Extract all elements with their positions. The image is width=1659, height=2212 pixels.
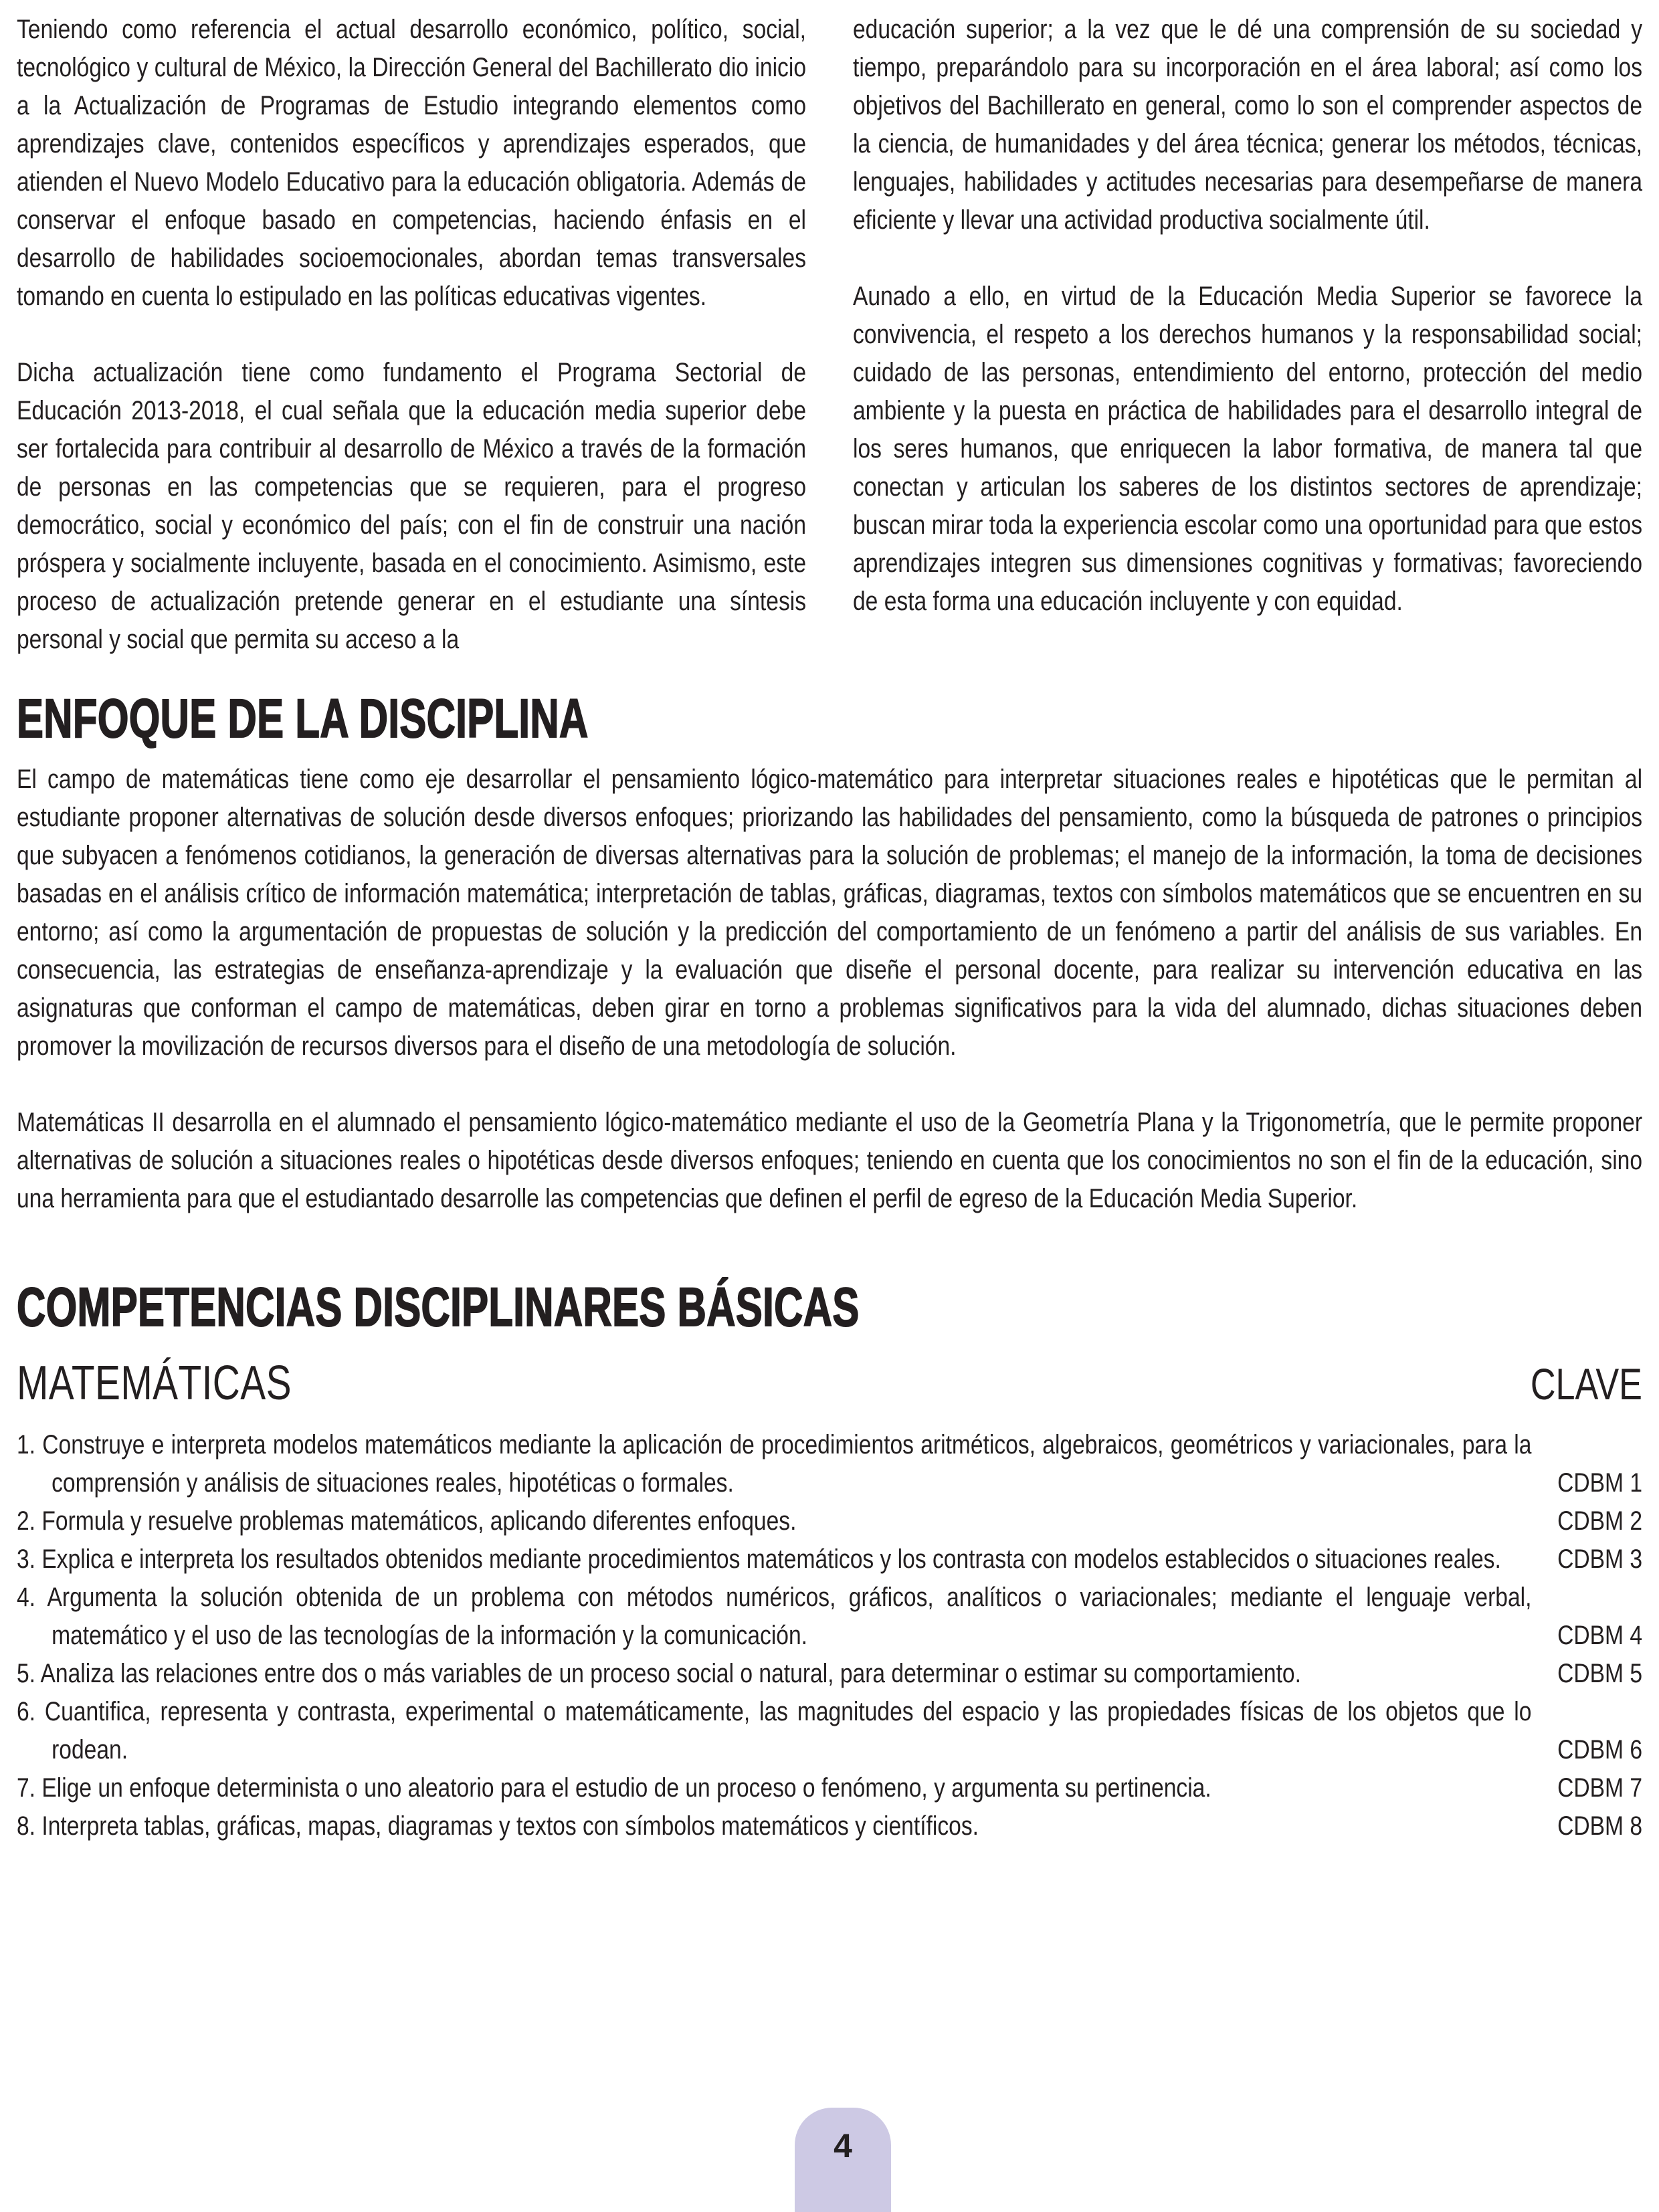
competencias-heading: COMPETENCIAS DISCIPLINARES BÁSICAS xyxy=(17,1277,860,1338)
matematicas-ii-paragraph: Matemáticas II desarrolla en el alumnado el pensamiento lógico-matemático mediante el uso de la Geometría Plana y la Trigonometría, que le permite proponer alternativas de solución a situaciones reales o hipotéticas desde diversos enfoques; teniendo en cuenta que los conocimientos no son el fin de la educación, sino una herramienta para que el estudiantado desarrolle las competencias que definen el perfil de egreso de la Educación Media Superior. xyxy=(17,1108,1643,1213)
list-item xyxy=(17,1502,1642,1540)
competencia-text: 2. Formula y resuelve problemas matemáticos, aplicando diferentes enfoques. xyxy=(17,1506,797,1536)
list-item xyxy=(17,1693,1642,1769)
list-item xyxy=(17,1540,1642,1579)
intro-paragraph-2: Dicha actualización tiene como fundamento el Programa Sectorial de Educación 2013-2018, el cual señala que la educación media superior debe ser fortalecida para contribuir al desarrollo de México a través de la formación de personas en las competencias que se requieren, para el progreso democrático, social y económico del país; con el fin de construir una nación próspera y socialmente incluyente, basada en el conocimiento. Asimismo, este proceso de actualización pretende generar en el estudiante una síntesis personal y social que permita su acceso a la xyxy=(17,358,807,654)
competencia-clave: CDBM 6 xyxy=(1557,1735,1643,1765)
list-item xyxy=(17,1426,1642,1502)
page-number-tab xyxy=(795,2108,891,2212)
competencia-clave: CDBM 4 xyxy=(1557,1621,1643,1650)
list-item xyxy=(17,1807,1642,1845)
competencia-clave: CDBM 5 xyxy=(1557,1659,1643,1688)
competencia-text: 4. Argumenta la solución obtenida de un problema con métodos numéricos, gráficos, analíticos o variacionales; mediante el lenguaje verbal, matemático y el uso de las tecnologías de la información y la comunicación. xyxy=(17,1583,1532,1650)
competencia-clave: CDBM 3 xyxy=(1557,1544,1643,1574)
enfoque-heading: ENFOQUE DE LA DISCIPLINA xyxy=(17,688,589,749)
clave-column-header: CLAVE xyxy=(1530,1359,1642,1409)
enfoque-section-body xyxy=(17,761,1642,1218)
list-item xyxy=(17,1579,1642,1655)
competencia-text: 1. Construye e interpreta modelos matemáticos mediante la aplicación de procedimientos aritméticos, algebraicos, geométricos y variacionales, para la comprensión y análisis de situaciones reales, hipotéticas o formales. xyxy=(17,1430,1532,1498)
intro-column-right-text xyxy=(853,11,1642,621)
list-item xyxy=(17,1769,1642,1807)
competencia-text: 5. Analiza las relaciones entre dos o más variables de un proceso social o natural, para determinar o estimar su comportamiento. xyxy=(17,1659,1301,1688)
list-item xyxy=(17,1655,1642,1693)
competencia-text: 8. Interpreta tablas, gráficas, mapas, diagramas y textos con símbolos matemáticos y científicos. xyxy=(17,1811,979,1841)
intro-paragraph-1: Teniendo como referencia el actual desarrollo económico, político, social, tecnológico y cultural de México, la Dirección General del Bachillerato dio inicio a la Actualización de Programas de Estudio integrando elementos como aprendizajes clave, contenidos específicos y aprendizajes esperados, que atienden el Nuevo Modelo Educativo para la educación obligatoria. Además de conservar el enfoque basado en competencias, haciendo énfasis en el desarrollo de habilidades socioemocionales, abordan temas transversales tomando en cuenta lo estipulado en las políticas educativas vigentes. xyxy=(17,15,807,311)
competencia-text: 7. Elige un enfoque determinista o uno aleatorio para el estudio de un proceso o fenómeno, y argumenta su pertinencia. xyxy=(17,1773,1211,1803)
enfoque-paragraph: El campo de matemáticas tiene como eje desarrollar el pensamiento lógico-matemático para interpretar situaciones reales e hipotéticas que le permitan al estudiante proponer alternativas de solución desde diversos enfoques; priorizando las habilidades del pensamiento, como la búsqueda de patrones o principios que subyacen a fenómenos cotidianos, la generación de diversas alternativas para la solución de problemas; el manejo de la información, la toma de decisiones basadas en el análisis crítico de información matemática; interpretación de tablas, gráficas, diagramas, textos con símbolos matemáticos que se encuentren en su entorno; así como la argumentación de propuestas de solución y la predicción del comportamiento de un fenómeno a partir del análisis de sus variables. En consecuencia, las estrategias de enseñanza-aprendizaje y la evaluación que diseñe el personal docente, para realizar su intervención educativa en las asignaturas que conforman el campo de matemáticas, deben girar en torno a problemas significativos para la vida del alumnado, dichas situaciones deben promover la movilización de recursos diversos para el diseño de una metodología de solución. xyxy=(17,765,1643,1061)
intro-columns xyxy=(17,11,1642,659)
intro-paragraph-3: educación superior; a la vez que le dé una comprensión de su sociedad y tiempo, preparándolo para su incorporación en el área laboral; así como los objetivos del Bachillerato en general, como lo son el comprender aspectos de la ciencia, de humanidades y del área técnica; generar los métodos, técnicas, lenguajes, habilidades y actitudes necesarias para desempeñarse de manera eficiente y llevar una actividad productiva socialmente útil. xyxy=(853,15,1643,235)
competencia-text: 6. Cuantifica, representa y contrasta, experimental o matemáticamente, las magnitudes del espacio y las propiedades físicas de los objetos que lo rodean. xyxy=(17,1697,1532,1765)
page-number: 4 xyxy=(834,2127,852,2165)
matematicas-subheading: MATEMÁTICAS xyxy=(17,1356,292,1410)
competencia-text: 3. Explica e interpreta los resultados obtenidos mediante procedimientos matemáticos y los contrasta con modelos establecidos o situaciones reales. xyxy=(17,1544,1501,1574)
competencia-clave: CDBM 7 xyxy=(1557,1773,1643,1803)
intro-column-left-text xyxy=(17,11,806,659)
competencias-subheader-row xyxy=(17,1356,1642,1410)
competencias-list xyxy=(17,1426,1642,1845)
competencia-clave: CDBM 2 xyxy=(1557,1506,1643,1536)
intro-column-left xyxy=(17,11,806,659)
competencia-clave: CDBM 1 xyxy=(1557,1468,1643,1498)
intro-column-right xyxy=(853,11,1642,659)
intro-paragraph-4: Aunado a ello, en virtud de la Educación Media Superior se favorece la convivencia, el respeto a los derechos humanos y la responsabilidad social; cuidado de las personas, entendimiento del entorno, protección del medio ambiente y la puesta en práctica de habilidades para el desarrollo integral de los seres humanos, que enriquecen la labor formativa, de manera tal que conectan y articulan los saberes de los distintos sectores de aprendizaje; buscan mirar toda la experiencia escolar como una oportunidad para que estos aprendizajes integren sus dimensiones cognitivas y formativas; favoreciendo de esta forma una educación incluyente y con equidad. xyxy=(853,282,1643,616)
competencia-clave: CDBM 8 xyxy=(1557,1811,1643,1841)
